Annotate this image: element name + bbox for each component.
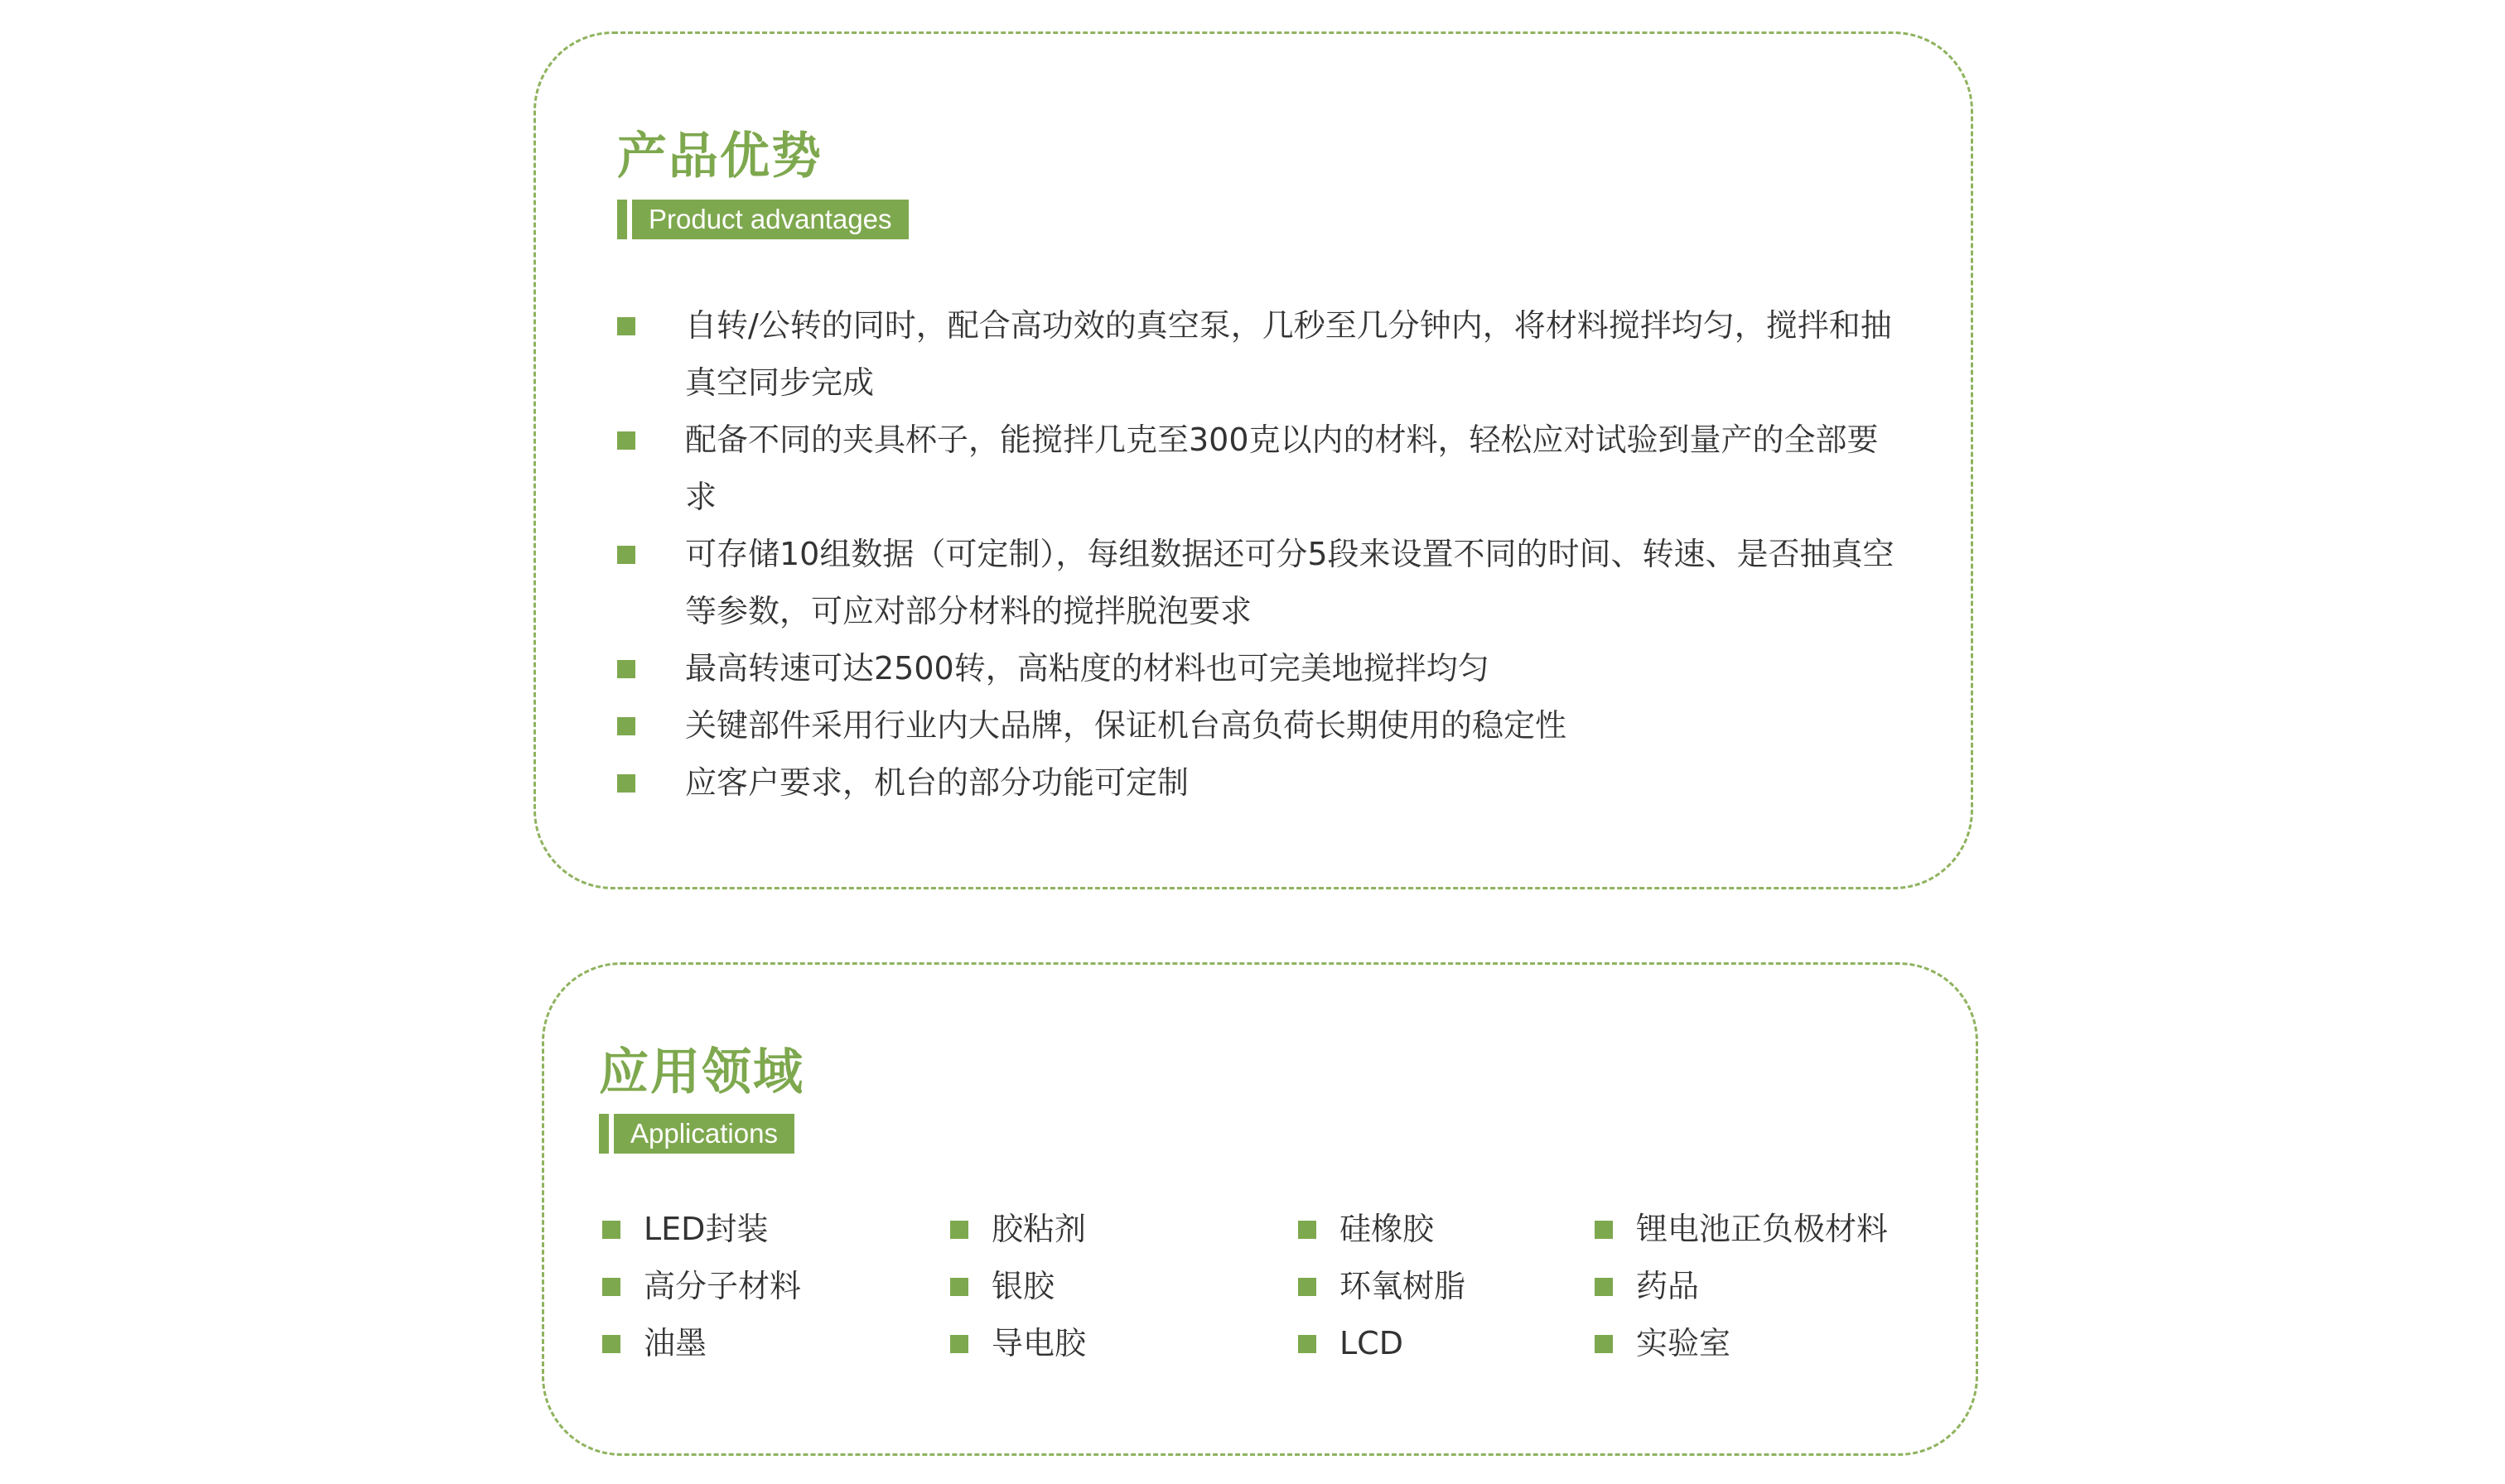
- application-text: 胶粘剂: [992, 1211, 1087, 1247]
- application-text: 导电胶: [992, 1325, 1087, 1361]
- application-text: 药品: [1636, 1268, 1700, 1304]
- bullet-square-icon: [617, 431, 635, 450]
- bullet-square-icon: [617, 774, 635, 793]
- advantage-text: 应客户要求，机台的部分功能可定制: [685, 764, 1190, 801]
- advantage-item: [617, 297, 1909, 412]
- bullet-square-icon: [1595, 1335, 1613, 1353]
- application-item: [602, 1315, 707, 1372]
- applications-grid: [602, 1201, 1944, 1372]
- advantages-subtitle: Product advantages: [632, 200, 909, 239]
- advantage-item: [617, 640, 1909, 697]
- bullet-square-icon: [1595, 1278, 1613, 1296]
- product-advantages-card: [533, 31, 1973, 889]
- application-text: 油墨: [644, 1325, 707, 1361]
- application-item: [1298, 1201, 1434, 1258]
- advantage-item: [617, 526, 1909, 640]
- application-item: [950, 1258, 1055, 1315]
- application-text: 锂电池正负极材料: [1636, 1211, 1889, 1247]
- applications-row: [602, 1201, 1944, 1258]
- bullet-square-icon: [1298, 1335, 1316, 1353]
- application-item: [1595, 1201, 1888, 1258]
- bullet-square-icon: [617, 717, 635, 735]
- advantages-list: [617, 297, 1909, 812]
- applications-subtitle: Applications: [614, 1114, 794, 1154]
- bullet-square-icon: [950, 1278, 968, 1296]
- applications-row: [602, 1315, 1944, 1372]
- applications-card: [542, 962, 1978, 1456]
- application-text: 实验室: [1636, 1325, 1731, 1361]
- subtitle-accent-bar: [617, 200, 627, 239]
- bullet-square-icon: [1298, 1221, 1316, 1239]
- applications-title: 应用领域: [599, 1043, 804, 1101]
- advantages-title: 产品优势: [617, 128, 823, 186]
- application-item: [602, 1201, 768, 1258]
- bullet-square-icon: [1298, 1278, 1316, 1296]
- application-text: LCD: [1339, 1325, 1403, 1361]
- bullet-square-icon: [617, 546, 635, 564]
- subtitle-accent-bar: [599, 1114, 609, 1154]
- advantage-text: 自转/公转的同时，配合高功效的真空泵，几秒至几分钟内，将材料搅拌均匀，搅拌和抽真空同步完成: [685, 307, 1892, 401]
- application-text: LED封装: [644, 1211, 769, 1247]
- applications-row: [602, 1258, 1944, 1315]
- bullet-square-icon: [617, 660, 635, 678]
- applications-subtitle-tag: [599, 1114, 794, 1154]
- bullet-square-icon: [950, 1221, 968, 1239]
- bullet-square-icon: [602, 1221, 620, 1239]
- advantage-item: [617, 754, 1909, 812]
- application-item: [602, 1258, 801, 1315]
- advantage-text: 最高转速可达2500转，高粘度的材料也可完美地搅拌均匀: [685, 650, 1489, 687]
- application-item: [950, 1315, 1086, 1372]
- bullet-square-icon: [617, 317, 635, 335]
- bullet-square-icon: [1595, 1221, 1613, 1239]
- application-item: [1298, 1258, 1465, 1315]
- bullet-square-icon: [950, 1335, 968, 1353]
- advantage-item: [617, 412, 1909, 526]
- application-item: [1595, 1315, 1730, 1372]
- advantage-text: 配备不同的夹具杯子，能搅拌几克至300克以内的材料，轻松应对试验到量产的全部要求: [685, 422, 1879, 515]
- application-text: 硅橡胶: [1339, 1211, 1435, 1247]
- advantage-item: [617, 697, 1909, 754]
- application-text: 高分子材料: [644, 1268, 802, 1304]
- application-item: [1298, 1315, 1403, 1372]
- application-text: 银胶: [992, 1268, 1055, 1304]
- bullet-square-icon: [602, 1278, 620, 1296]
- advantage-text: 可存储10组数据（可定制），每组数据还可分5段来设置不同的时间、转速、是否抽真空等参数，可应对部分材料的搅拌脱泡要求: [685, 536, 1894, 629]
- advantages-subtitle-tag: [617, 200, 909, 239]
- application-item: [950, 1201, 1086, 1258]
- advantage-text: 关键部件采用行业内大品牌，保证机台高负荷长期使用的稳定性: [685, 707, 1567, 744]
- bullet-square-icon: [602, 1335, 620, 1353]
- application-item: [1595, 1258, 1699, 1315]
- application-text: 环氧树脂: [1339, 1268, 1466, 1304]
